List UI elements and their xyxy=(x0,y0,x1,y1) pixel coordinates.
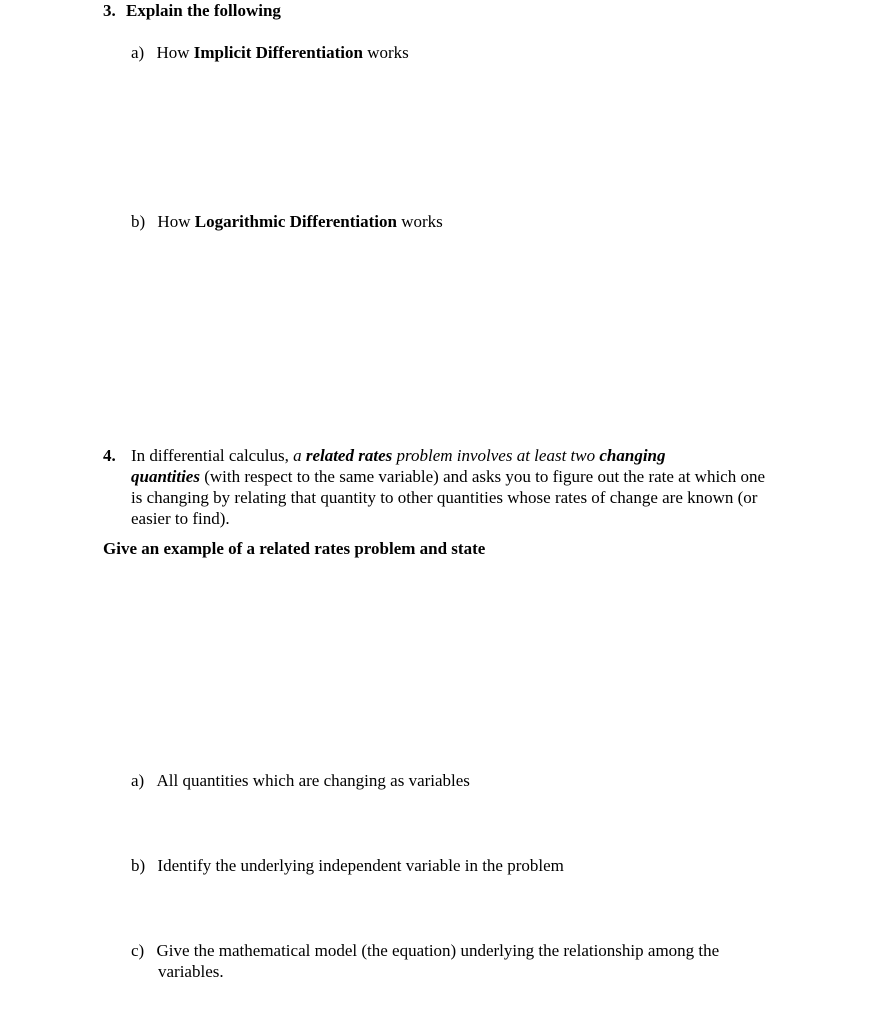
item-marker: a) xyxy=(131,43,145,62)
question-3a xyxy=(131,42,409,63)
question-4c-continuation: variables. xyxy=(158,962,224,981)
item-text-prefix: How xyxy=(157,212,195,231)
question-4-number: 4. xyxy=(103,446,116,465)
item-text-prefix: How xyxy=(156,43,194,62)
question-title: Explain the following xyxy=(126,1,281,20)
item-text-line-1: Give the mathematical model (the equation) underlying the relationship among the xyxy=(156,941,720,960)
question-4-prompt: Give an example of a related rates problem and state xyxy=(103,539,486,558)
item-text-suffix: works xyxy=(396,212,443,231)
intro-line-2 xyxy=(131,466,831,487)
item-marker: a) xyxy=(131,771,145,790)
intro-bold-italic: quantities xyxy=(131,467,200,486)
intro-text: In differential calculus, xyxy=(131,446,294,465)
intro-bold-italic: related rates xyxy=(305,446,393,465)
question-4-intro xyxy=(131,445,831,529)
intro-italic: a xyxy=(293,446,306,465)
item-marker: b) xyxy=(131,212,146,231)
question-3b xyxy=(131,211,443,232)
item-text: Identify the underlying independent variable in the problem xyxy=(157,856,564,875)
intro-italic: problem involves at least two xyxy=(392,446,600,465)
intro-line-4 xyxy=(131,508,831,529)
item-text: All quantities which are changing as variables xyxy=(156,771,470,790)
intro-text: easier to find). xyxy=(131,509,230,528)
item-marker: c) xyxy=(131,941,145,960)
intro-text: (with respect to the same variable) and asks you to figure out the rate at which one xyxy=(199,467,766,486)
item-text-suffix: works xyxy=(362,43,409,62)
item-text xyxy=(156,43,408,62)
intro-text: is changing by relating that quantity to other quantities whose rates of change are known (or xyxy=(131,488,758,507)
intro-bold-italic: changing xyxy=(599,446,666,465)
question-3-heading xyxy=(103,0,281,21)
question-4c xyxy=(131,940,719,961)
item-text-bold: Logarithmic Differentiation xyxy=(194,212,397,231)
question-4b xyxy=(131,855,564,876)
question-number: 3. xyxy=(103,1,116,20)
item-text-bold: Implicit Differentiation xyxy=(193,43,363,62)
intro-line-3 xyxy=(131,487,831,508)
item-text xyxy=(157,212,442,231)
item-marker: b) xyxy=(131,856,146,875)
question-4a xyxy=(131,770,470,791)
intro-line-1 xyxy=(131,445,831,466)
